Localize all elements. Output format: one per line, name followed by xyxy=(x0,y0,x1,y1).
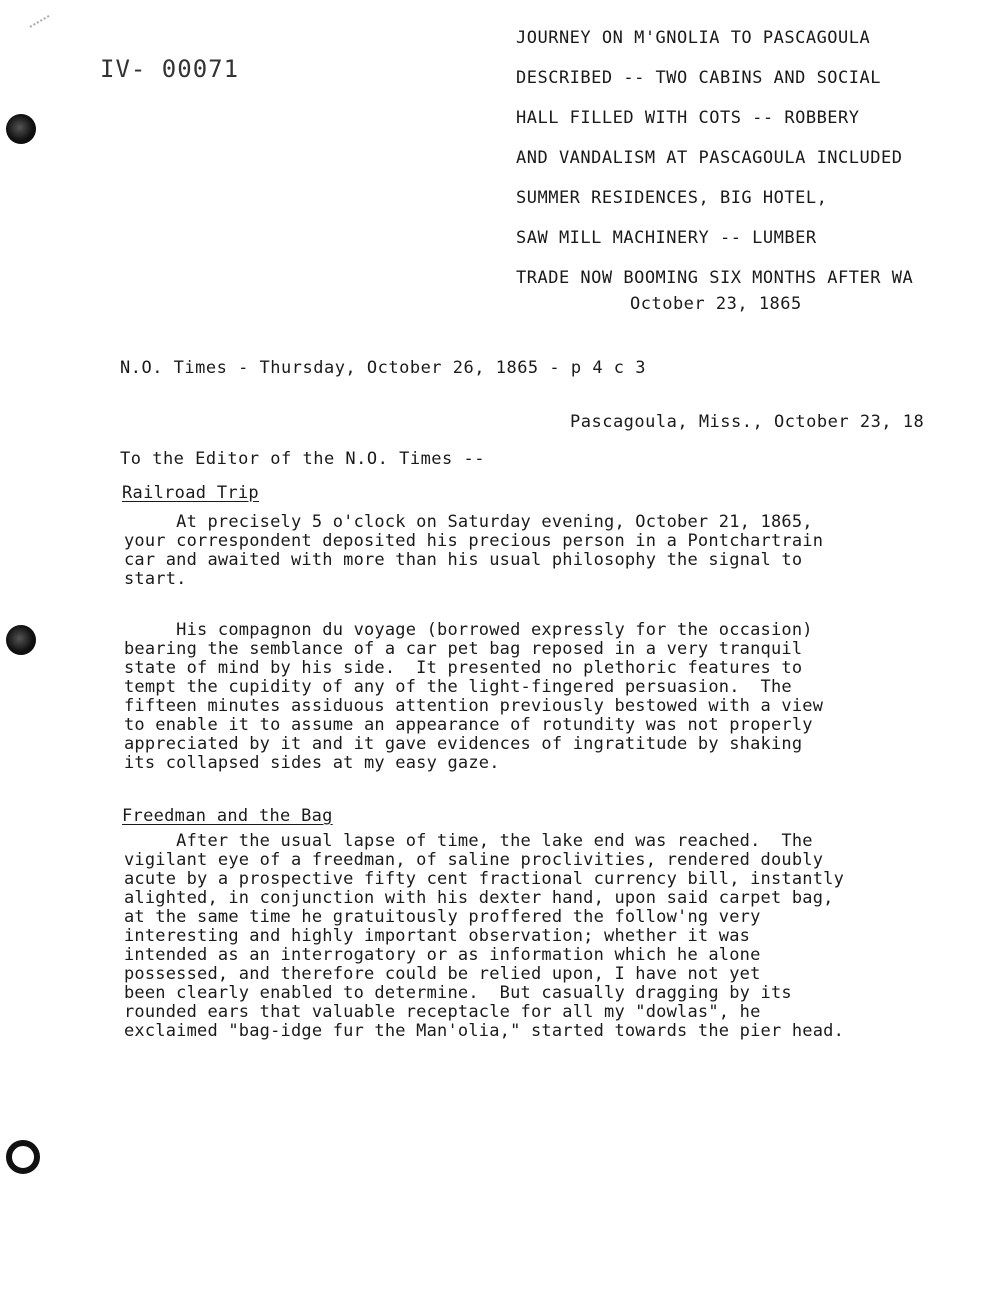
headline-date: October 23, 1865 xyxy=(630,294,802,314)
binder-hole-middle xyxy=(6,625,36,655)
paragraph-line: been clearly enabled to determine. But casually dragging by its xyxy=(124,983,792,1003)
paragraph-line: At precisely 5 o'clock on Saturday evening, October 21, 1865, xyxy=(124,512,813,532)
paragraph-line: tempt the cupidity of any of the light-fingered persuasion. The xyxy=(124,677,792,697)
paragraph-line: bearing the semblance of a car pet bag reposed in a very tranquil xyxy=(124,639,803,659)
paragraph-line: state of mind by his side. It presented no plethoric features to xyxy=(124,658,803,678)
headline-line: SUMMER RESIDENCES, BIG HOTEL, xyxy=(516,188,828,208)
paragraph-line: possessed, and therefore could be relied upon, I have not yet xyxy=(124,964,761,984)
paragraph-line: intended as an interrogatory or as information which he alone xyxy=(124,945,761,965)
headline-line: TRADE NOW BOOMING SIX MONTHS AFTER WA xyxy=(516,268,914,288)
headline-block xyxy=(516,18,986,298)
binder-hole-bottom xyxy=(6,1140,40,1174)
section-heading-railroad-trip: Railroad Trip xyxy=(122,483,259,503)
paragraph-line: rounded ears that valuable receptacle for all my "dowlas", he xyxy=(124,1002,761,1022)
binder-hole-top xyxy=(6,114,36,144)
salutation: To the Editor of the N.O. Times -- xyxy=(120,449,485,469)
paragraph-line: exclaimed "bag-idge fur the Man'olia," started towards the pier head. xyxy=(124,1021,845,1041)
paragraph-1 xyxy=(124,513,974,589)
paragraph-line: your correspondent deposited his precious person in a Pontchartrain xyxy=(124,531,824,551)
paragraph-line: acute by a prospective fifty cent fractional currency bill, instantly xyxy=(124,869,845,889)
document-id: IV- 00071 xyxy=(100,55,240,83)
headline-line: DESCRIBED -- TWO CABINS AND SOCIAL xyxy=(516,68,881,88)
headline-line: HALL FILLED WITH COTS -- ROBBERY xyxy=(516,108,860,128)
paragraph-2 xyxy=(124,621,974,773)
headline-line: SAW MILL MACHINERY -- LUMBER xyxy=(516,228,817,248)
paragraph-line: interesting and highly important observation; whether it was xyxy=(124,926,751,946)
paragraph-line: start. xyxy=(124,569,187,589)
paragraph-line: appreciated by it and it gave evidences of ingratitude by shaking xyxy=(124,734,803,754)
paragraph-line: its collapsed sides at my easy gaze. xyxy=(124,753,500,773)
paragraph-line: car and awaited with more than his usual philosophy the signal to xyxy=(124,550,803,570)
dateline: Pascagoula, Miss., October 23, 18 xyxy=(570,412,925,432)
paragraph-3 xyxy=(124,832,974,1041)
scan-speck xyxy=(29,15,52,33)
section-heading-freedman-and-the-bag: Freedman and the Bag xyxy=(122,806,333,826)
paragraph-line: His compagnon du voyage (borrowed expressly for the occasion) xyxy=(124,620,813,640)
paragraph-line: After the usual lapse of time, the lake end was reached. The xyxy=(124,831,813,851)
source-citation: N.O. Times - Thursday, October 26, 1865 - p 4 c 3 xyxy=(120,358,647,378)
paragraph-line: fifteen minutes assiduous attention previously bestowed with a view xyxy=(124,696,824,716)
paragraph-line: vigilant eye of a freedman, of saline proclivities, rendered doubly xyxy=(124,850,824,870)
headline-line: AND VANDALISM AT PASCAGOULA INCLUDED xyxy=(516,148,903,168)
paragraph-line: to enable it to assume an appearance of rotundity was not properly xyxy=(124,715,813,735)
paragraph-line: at the same time he gratuitously proffered the follow'ng very xyxy=(124,907,761,927)
headline-line: JOURNEY ON M'GNOLIA TO PASCAGOULA xyxy=(516,28,871,48)
paragraph-line: alighted, in conjunction with his dexter hand, upon said carpet bag, xyxy=(124,888,834,908)
